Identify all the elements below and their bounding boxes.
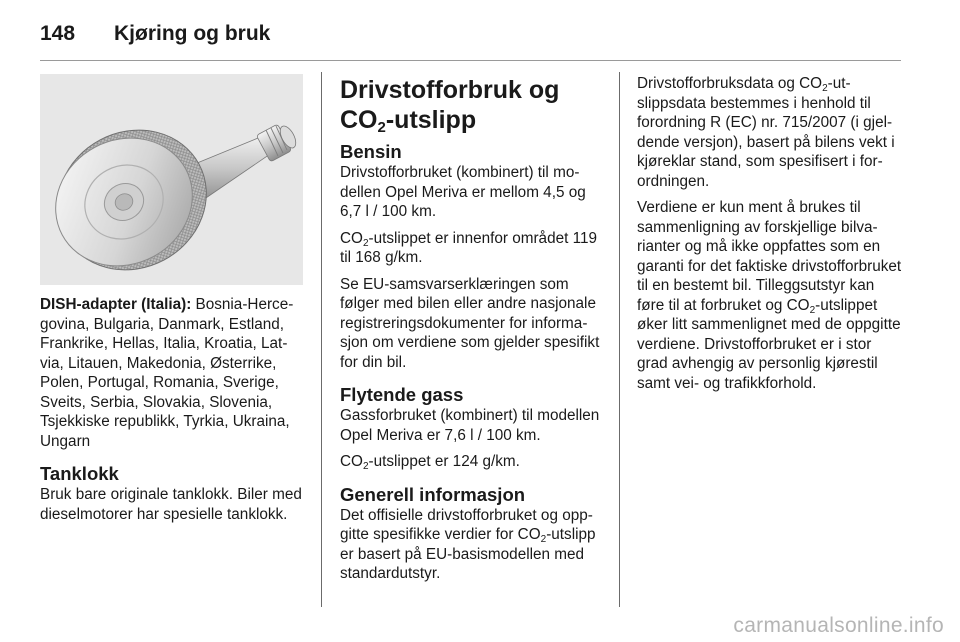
bensin-heading: Bensin (340, 141, 402, 162)
gass-emission (340, 452, 605, 472)
adapter-knob (40, 104, 231, 285)
tanklokk-text: Bruk bare originale tanklokk. Biler med dieselmotorer har spesielle tanklokk. (40, 486, 302, 523)
bensin-consumption: Drivstofforbruket (kombinert) til modellen Opel Meriva er mellom 4,5 og 6,7 l / 100 km. (340, 164, 586, 220)
dish-adapter-text: Bosnia-Hercegovina, Bulgaria, Danmark, Estland, Frankrike, Hellas, Italia, Kroatia, Latvia, Litauen, Makedonia, Østerrike, Polen, Portugal, Romania, Sverige, Sveits, Serbia, Slovakia, Slovenia, Tsjekkiske republikk, Tyrkia, Ukraina, Ungarn (40, 296, 294, 450)
gass-emission-sub: 2 (362, 461, 369, 472)
bensin-eu-declaration: Se EU-samsvarserklæringen som følger med bilen eller andre nasjonale registreringsdokumenter for informasjon om verdiene som gjelder spesifikt for din bil. (340, 275, 600, 371)
generell-informasjon-heading: Generell informasjon (340, 483, 526, 505)
comparison-pre: Verdiene er kun ment å brukes til sammenligning av forskjellige bilvarianter og må ikke oppfattes som en garanti for det faktiske drivstofforbruket til en bestemt bil. Tilleggsutstyr kan føre til at forbruket og CO (637, 199, 902, 314)
flytende-gass-heading: Flytende gass (340, 384, 464, 405)
watermark: carmanualsonline.info (733, 614, 944, 637)
gass-emission-pre: CO (340, 453, 363, 470)
page-number: 148 (40, 22, 76, 45)
general-info-text (340, 506, 605, 584)
bensin-emission-sub: 2 (362, 237, 369, 249)
general-info-sub: 2 (540, 534, 547, 545)
dish-adapter-illustration (40, 74, 303, 285)
column-middle (340, 74, 605, 591)
dish-adapter-figure (40, 74, 303, 285)
gass-consumption: Gassforbruket (kombinert) til modellen Opel Meriva er 7,6 l / 100 km. (340, 407, 600, 444)
consumption-data-paragraph (637, 74, 903, 191)
dish-adapter-countries (40, 295, 306, 451)
comparison-post: -utslippet øker litt sammenlignet med de oppgitte verdiene. Drivstofforbruket er i stor grad avhengig av personlig kjørestil samt vei- og trafikkforhold. (637, 296, 901, 392)
page-header (40, 22, 920, 62)
bensin-emission-post: -utslippet er innenfor området 119 til 168 g/km. (340, 229, 597, 266)
dish-adapter-label: DISH-adapter (Italia): (40, 296, 192, 313)
column-left (40, 74, 306, 531)
consumption-data-pre: Drivstofforbruksdata og CO (637, 75, 823, 92)
comparison-sub: 2 (809, 304, 816, 316)
column-divider-1 (321, 72, 322, 607)
section-heading-suffix: -utslipp (385, 106, 477, 134)
general-info-pre: Det offisielle drivstofforbruket og oppgitte spesifikke verdier for CO (340, 506, 593, 543)
bensin-emission (340, 229, 605, 268)
section-heading (340, 75, 605, 135)
section-heading-text: Drivstofforbruk og CO (340, 76, 560, 134)
column-divider-2 (619, 72, 620, 607)
column-right (637, 74, 903, 400)
general-info-post: -utslipp er basert på EU-basismodellen med standardutstyr. (340, 526, 596, 582)
page-title: Kjøring og bruk (114, 22, 271, 45)
tanklokk-heading: Tanklokk (40, 463, 119, 484)
header-rule (40, 60, 901, 61)
comparison-paragraph (637, 198, 903, 393)
section-heading-subscript: 2 (377, 119, 386, 136)
consumption-data-sub: 2 (822, 83, 828, 94)
gass-emission-post: -utslippet er 124 g/km. (368, 453, 520, 470)
consumption-data-post: -utslippsdata bestemmes i henhold til forordning R (EC) nr. 715/2007 (i gjeldende versjon), basert på bilens vekt i kjøreklar stand, som spesifisert i forordningen. (637, 75, 895, 190)
bensin-emission-pre: CO (340, 229, 363, 247)
